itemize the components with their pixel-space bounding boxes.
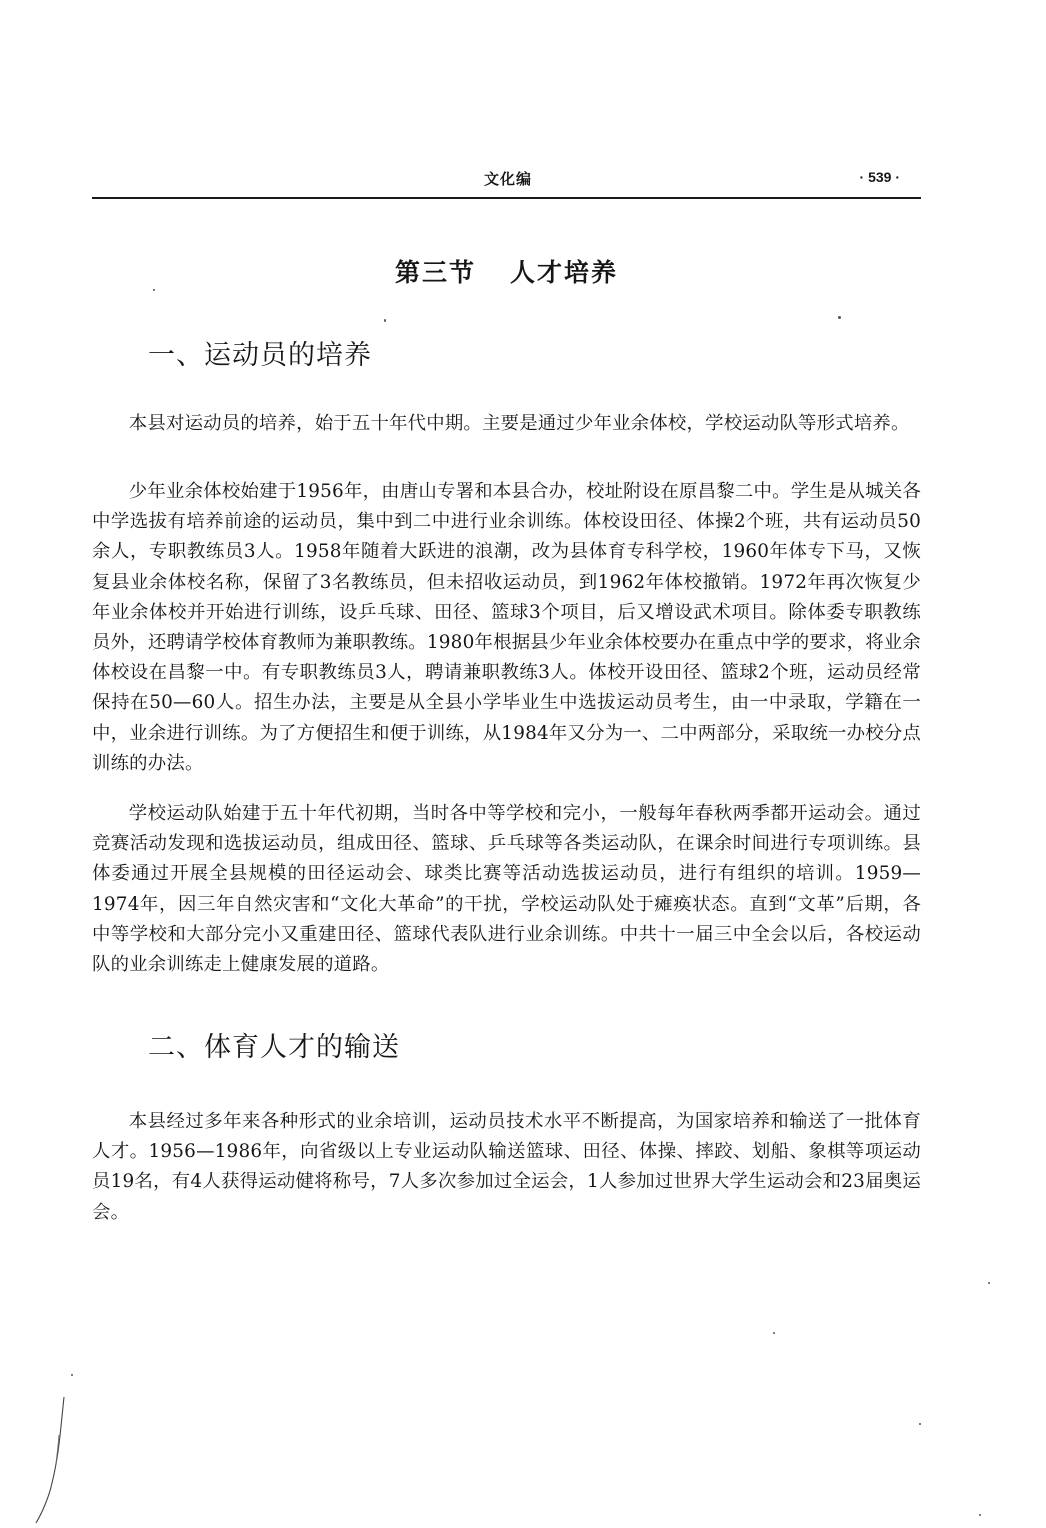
paragraph: 本县对运动员的培养，始于五十年代中期。主要是通过少年业余体校，学校运动队等形式培养。 xyxy=(128,413,910,434)
subsection-heading-talent-transfer: 二、体育人才的输送 xyxy=(148,1032,400,1063)
scan-speck xyxy=(384,319,386,322)
scan-speck xyxy=(773,1332,775,1334)
section-name: 人才培养 xyxy=(510,258,619,287)
running-header xyxy=(92,168,920,194)
running-title: 文化编 xyxy=(484,170,533,188)
scan-speck xyxy=(838,316,841,319)
header-rule xyxy=(92,197,921,199)
scan-speck xyxy=(153,289,155,291)
scan-speck xyxy=(979,1514,981,1516)
paragraph: 本县经过多年来各种形式的业余培训，运动员技术水平不断提高，为国家培养和输送了一批体育人才。1956—1986年，向省级以上专业运动队输送篮球、田径、体操、摔跤、划船、象棋等项运动员19名，有4人获得运动健将称号，7人多次参加过全运会，1人参加过世界大学生运动会和23届奥运会。 xyxy=(92,1111,921,1223)
scan-speck xyxy=(919,1423,921,1425)
scan-speck xyxy=(988,1282,990,1284)
section-title xyxy=(92,253,921,289)
scan-speck xyxy=(71,1374,73,1376)
scan-scratch-mark xyxy=(30,1395,70,1525)
page-number: · 539 · xyxy=(859,169,900,185)
section-number: 第三节 xyxy=(394,258,476,287)
paragraph: 少年业余体校始建于1956年，由唐山专署和本县合办，校址附设在原昌黎二中。学生是从城关各中学选拔有培养前途的运动员，集中到二中进行业余训练。体校设田径、体操2个班，共有运动员50余人，专职教练员3人。1958年随着大跃进的浪潮，改为县体育专科学校，1960年体专下马，又恢复县业余体校名称，保留了3名教练员，但未招收运动员，到1962年体校撤销。1972年再次恢复少年业余体校并开始进行训练，设乒乓球、田径、篮球3个项目，后又增设武术项目。除体委专职教练员外，还聘请学校体育教师为兼职教练。1980年根据县少年业余体校要办在重点中学的要求，将业余体校设在昌黎一中。有专职教练员3人，聘请兼职教练3人。体校开设田径、篮球2个班，运动员经常保持在50—60人。招生办法，主要是从全县小学毕业生中选拔运动员考生，由一中录取，学籍在一中，业余进行训练。为了方便招生和便于训练，从1984年又分为一、二中两部分，采取统一办校分点训练的办法。 xyxy=(92,481,921,774)
subsection-heading-athlete-training: 一、运动员的培养 xyxy=(148,340,372,371)
paragraph: 学校运动队始建于五十年代初期，当时各中等学校和完小，一般每年春秋两季都开运动会。通过竞赛活动发现和选拔运动员，组成田径、篮球、乒乓球等各类运动队，在课余时间进行专项训练。县体委通过开展全县规模的田径运动会、球类比赛等活动选拔运动员，进行有组织的培训。1959—1974年，因三年自然灾害和“文化大革命”的干扰，学校运动队处于瘫痪状态。直到“文革”后期，各中等学校和大部分完小又重建田径、篮球代表队进行业余训练。中共十一届三中全会以后，各校运动队的业余训练走上健康发展的道路。 xyxy=(92,803,921,976)
